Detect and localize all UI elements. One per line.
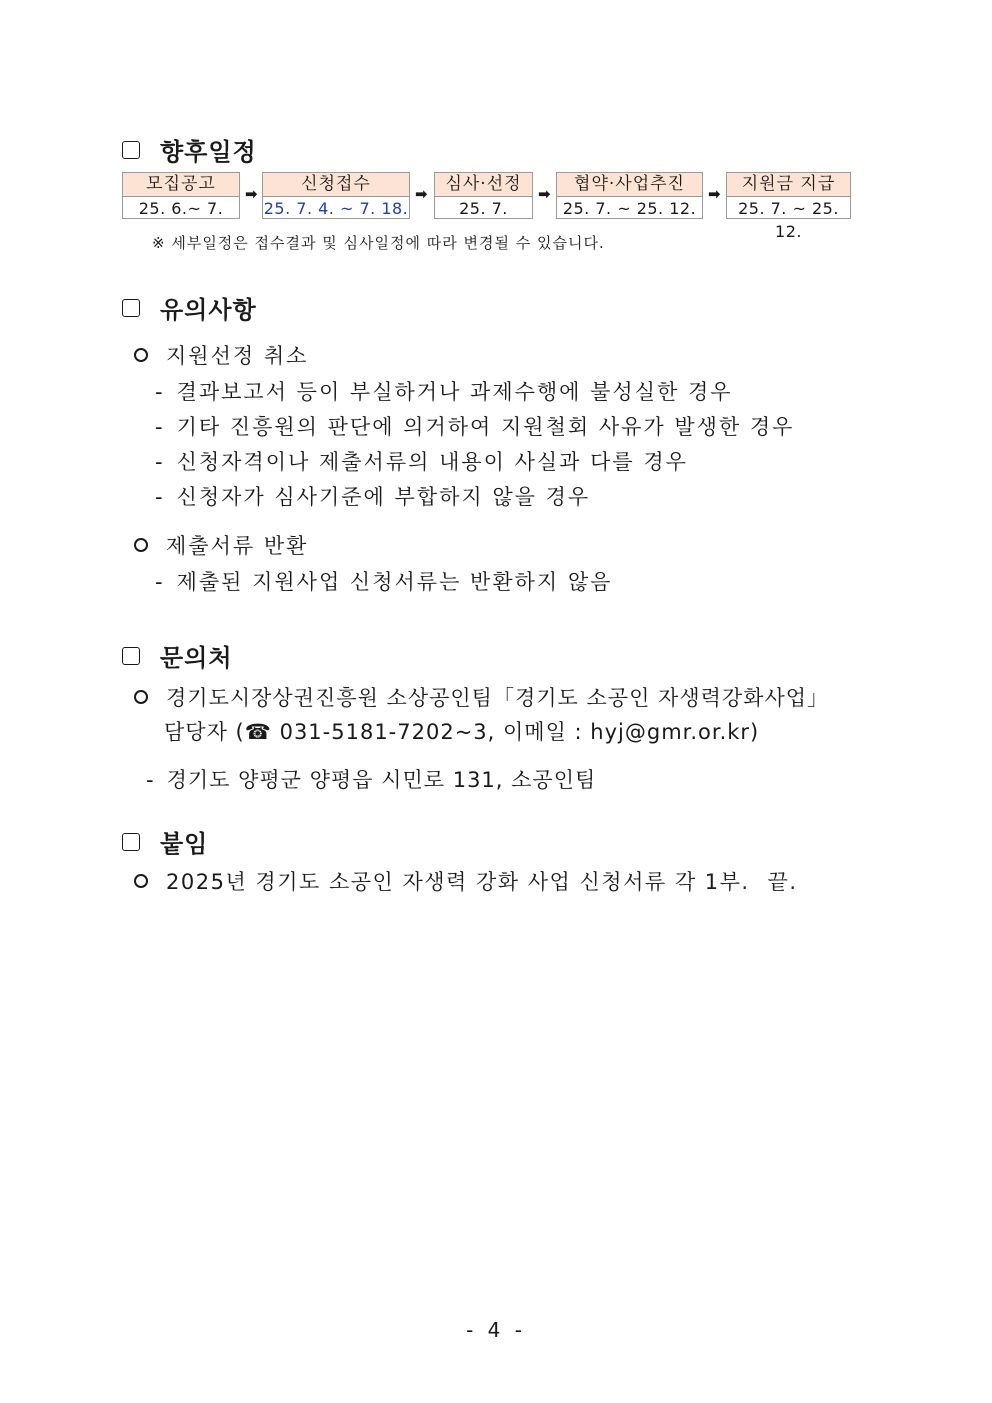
section-cautions-header (122, 290, 257, 325)
section-title: 붙임 (160, 830, 209, 858)
contact-address (146, 764, 596, 794)
heading-text: 제출서류 반환 (166, 534, 309, 558)
contact-prefix: 담당자 ( (164, 720, 245, 744)
checkbox-square-icon (122, 299, 140, 317)
step-date: 25. 7. ~ 25. 12. (562, 199, 697, 218)
step-date: 25. 7. 4. ~ 7. 18. (263, 199, 409, 218)
list-item (155, 566, 612, 596)
phone-icon: ☎ (244, 720, 272, 744)
step-label: 지원금 지급 (727, 173, 850, 197)
schedule-step (262, 172, 410, 219)
arrow-right-icon: ➡ (708, 185, 721, 203)
contact-phone-email: 031-5181-7202~3, 이메일 : hyj@gmr.or.kr) (271, 720, 760, 744)
schedule-step (726, 172, 851, 241)
step-date: 25. 7. (459, 199, 508, 218)
dash-marker: - (155, 485, 165, 509)
list-item (155, 481, 590, 511)
section-title: 유의사항 (160, 296, 257, 324)
schedule-flow (122, 172, 862, 241)
end-mark: 끝. (767, 870, 798, 894)
section-contact-header (122, 638, 233, 673)
contact-line (134, 682, 829, 712)
list-item (155, 446, 688, 476)
dash-marker: - (155, 380, 165, 404)
step-date: 25. 6.~ 7. (138, 199, 224, 218)
section-schedule-header (122, 132, 257, 167)
item-text: 결과보고서 등이 부실하거나 과제수행에 불성실한 경우 (176, 380, 733, 404)
step-label: 심사·선정 (435, 173, 532, 197)
item-text: 신청자가 심사기준에 부합하지 않을 경우 (176, 485, 591, 509)
caution-group-heading (134, 340, 308, 370)
contact-detail (164, 716, 759, 746)
item-text: 기타 진흥원의 판단에 의거하여 지원철회 사유가 발생한 경우 (176, 415, 795, 439)
attachment-text: 2025년 경기도 소공인 자생력 강화 사업 신청서류 각 1부. (166, 870, 750, 894)
arrow-right-icon: ➡ (245, 185, 258, 203)
schedule-note: ※ 세부일정은 접수결과 및 심사일정에 따라 변경될 수 있습니다. (152, 234, 605, 252)
address-text: 경기도 양평군 양평읍 시민로 131, 소공인팀 (166, 768, 597, 792)
arrow-right-icon: ➡ (415, 185, 428, 203)
contact-organization: 경기도시장상권진흥원 소상공인팀「경기도 소공인 자생력강화사업」 (166, 686, 830, 710)
item-text: 제출된 지원사업 신청서류는 반환하지 않음 (176, 570, 613, 594)
heading-text: 지원선정 취소 (166, 344, 309, 368)
circle-bullet-icon (134, 690, 148, 704)
circle-bullet-icon (134, 874, 148, 888)
dash-marker: - (155, 570, 165, 594)
schedule-step (122, 172, 240, 219)
step-label: 신청접수 (263, 173, 409, 197)
page-number: - 4 - (466, 1318, 526, 1342)
schedule-step (556, 172, 703, 219)
checkbox-square-icon (122, 833, 140, 851)
section-title: 향후일정 (160, 138, 257, 166)
list-item (155, 411, 794, 441)
list-item (155, 376, 733, 406)
step-date: 25. 7. ~ 25. 12. (738, 199, 839, 241)
step-label: 협약·사업추진 (557, 173, 702, 197)
dash-marker: - (155, 415, 165, 439)
step-label: 모집공고 (123, 173, 239, 197)
schedule-step (434, 172, 533, 219)
dash-marker: - (146, 768, 155, 792)
arrow-right-icon: ➡ (538, 185, 551, 203)
item-text: 신청자격이나 제출서류의 내용이 사실과 다를 경우 (176, 450, 688, 474)
section-attachment-header (122, 824, 208, 859)
attachment-item (134, 866, 798, 896)
circle-bullet-icon (134, 348, 148, 362)
dash-marker: - (155, 450, 165, 474)
circle-bullet-icon (134, 538, 148, 552)
checkbox-square-icon (122, 141, 140, 159)
checkbox-square-icon (122, 647, 140, 665)
caution-group-heading (134, 530, 308, 560)
section-title: 문의처 (160, 644, 233, 672)
